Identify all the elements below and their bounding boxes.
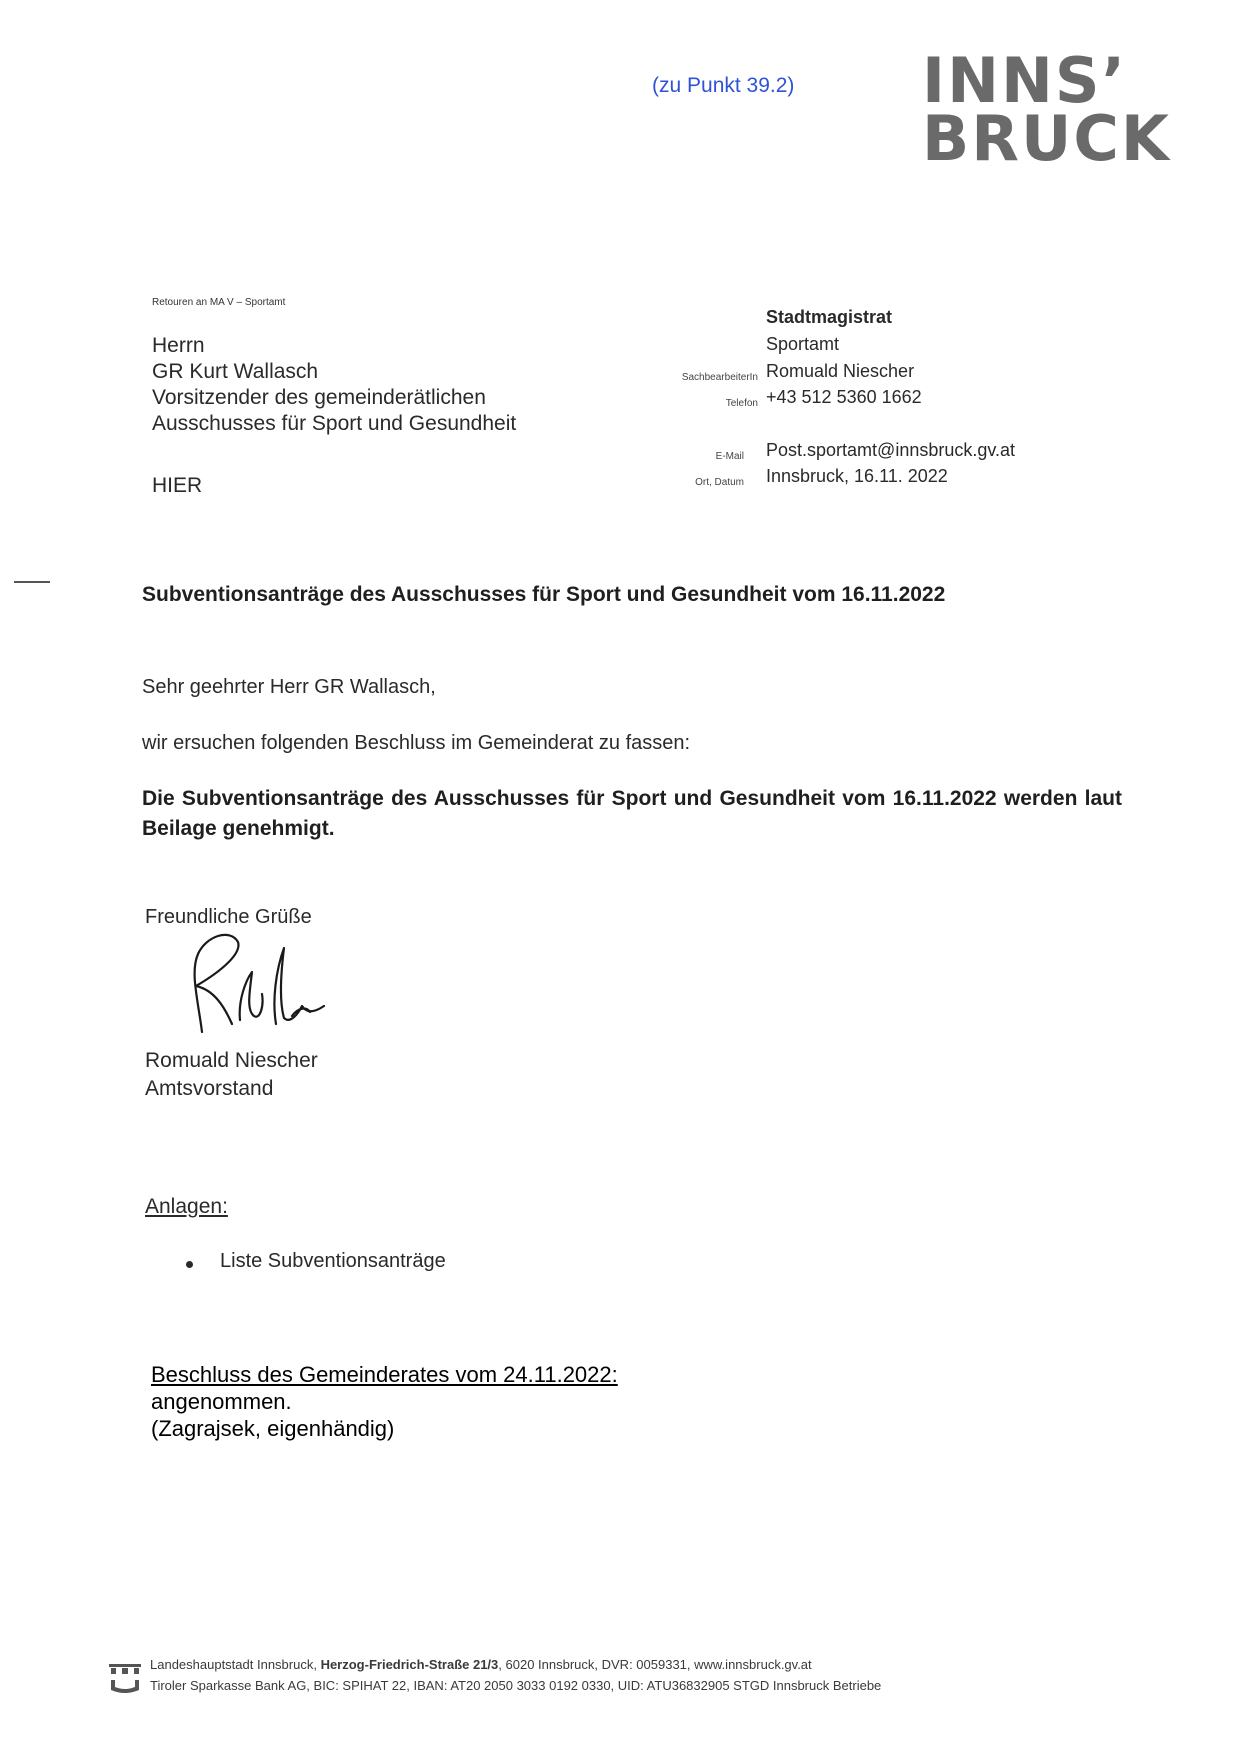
- logo-line-1: INNS’: [922, 44, 1128, 117]
- phone-label: Telefon: [725, 398, 758, 409]
- fold-mark: [14, 581, 50, 583]
- date-label: Ort, Datum: [695, 477, 744, 488]
- recipient-name: GR Kurt Wallasch: [152, 360, 319, 383]
- sender-department: Sportamt: [766, 334, 840, 354]
- phone-number: +43 512 5360 1662: [766, 387, 922, 407]
- decision-text: Die Subventionsanträge des Ausschusses für Sport und Gesundheit vom 16.11.2022 werden laut Beilage genehmigt.: [142, 787, 1122, 840]
- recipient-role-line-2: Ausschusses für Sport und Gesundheit: [152, 412, 517, 435]
- signer-block: [145, 1047, 318, 1103]
- council-decision-result: angenommen.: [151, 1389, 292, 1414]
- place-date: Innsbruck, 16.11. 2022: [766, 466, 948, 486]
- recipient-salutation: Herrn: [152, 334, 205, 357]
- recipient-location: HIER: [152, 474, 203, 497]
- contact-label: SachbearbeiterIn: [681, 372, 758, 383]
- attachments-heading: Anlagen:: [145, 1195, 228, 1218]
- handwritten-signature-icon: [180, 920, 330, 1040]
- greeting: Sehr geehrter Herr GR Wallasch,: [142, 676, 436, 698]
- footer-street: Herzog-Friedrich-Straße 21/3: [320, 1657, 499, 1672]
- innsbruck-logo: [922, 44, 1171, 175]
- recipient-role-line-1: Vorsitzender des gemeinderätlichen: [152, 386, 486, 409]
- footer-line-1-prefix: Landeshauptstadt Innsbruck,: [150, 1657, 321, 1672]
- request-text: wir ersuchen folgenden Beschluss im Gemeinderat zu fassen:: [142, 732, 691, 754]
- bullet-icon: [186, 1261, 193, 1268]
- footer-line-1: [150, 1654, 881, 1675]
- letter-subject: Subventionsanträge des Ausschusses für Sport und Gesundheit vom 16.11.2022: [142, 583, 946, 606]
- email-address: Post.sportamt@innsbruck.gv.at: [766, 440, 1016, 460]
- city-emblem-icon: [108, 1660, 142, 1696]
- council-decision-note: (Zagrajsek, eigenhändig): [151, 1416, 395, 1441]
- logo-line-2: BRUCK: [922, 102, 1171, 175]
- agenda-point-reference: (zu Punkt 39.2): [652, 74, 795, 97]
- footer: [150, 1654, 881, 1696]
- sender-title: Stadtmagistrat: [766, 307, 893, 327]
- signer-title: Amtsvorstand: [145, 1077, 274, 1100]
- footer-line-2: Tiroler Sparkasse Bank AG, BIC: SPIHAT 22, IBAN: AT20 2050 3033 0192 0330, UID: ATU36832905 STGD Innsbruck Betriebe: [150, 1678, 882, 1693]
- return-address: Retouren an MA V – Sportamt: [152, 297, 286, 308]
- contact-name: Romuald Niescher: [766, 361, 915, 381]
- attachment-item: Liste Subventionsanträge: [220, 1250, 446, 1272]
- closing: Freundliche Grüße: [145, 906, 312, 928]
- email-label: E-Mail: [715, 451, 744, 462]
- council-decision: [151, 1361, 618, 1442]
- signer-name: Romuald Niescher: [145, 1049, 318, 1072]
- footer-line-1-suffix: , 6020 Innsbruck, DVR: 0059331, www.innsbruck.gv.at: [498, 1657, 812, 1672]
- recipient-address: [152, 333, 516, 437]
- council-decision-title: Beschluss des Gemeinderates vom 24.11.2022:: [151, 1362, 618, 1387]
